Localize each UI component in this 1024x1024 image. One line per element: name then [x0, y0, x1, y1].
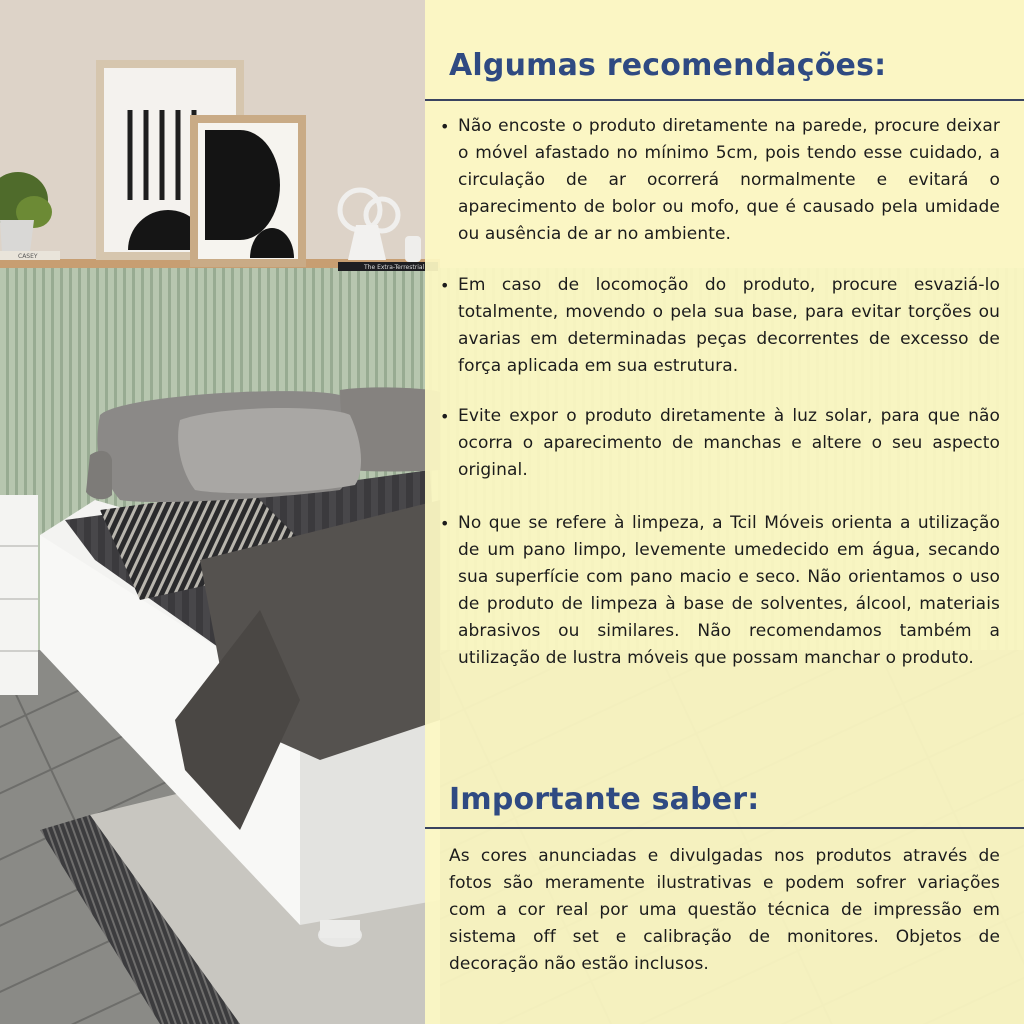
recommendations-title: Algumas recomendações:: [449, 48, 887, 83]
bullet-icon: •: [440, 276, 450, 295]
important-title: Importante saber:: [449, 782, 760, 817]
list-item-text: Em caso de locomoção do produto, procure esvaziá-lo totalmente, movendo o pela sua base, para evitar torções ou avarias em determinadas peças decorrentes de excesso de força aplicada em sua estrutura.: [458, 275, 1000, 376]
bullet-icon: •: [440, 117, 450, 136]
list-item: [440, 403, 1000, 484]
important-text: As cores anunciadas e divulgadas nos produtos através de fotos são meramente ilustrativas e podem sofrer variações com a cor real por uma questão técnica de impressão em sistema off set e calibração de monitores. Objetos de decoração não estão inclusos.: [449, 846, 1000, 974]
book-casey-label: CASEY: [18, 253, 38, 260]
list-item: [440, 113, 1000, 248]
pillow-front: [178, 408, 361, 493]
important-divider: [425, 827, 1024, 829]
list-item: [440, 272, 1000, 380]
list-item-text: No que se refere à limpeza, a Tcil Móveis orienta a utilização de um pano limpo, levemente umedecido em água, secando sua superfície com pano macio e seco. Não orientamos o uso de produto de limpeza à base de solventes, álcool, materiais abrasivos ou similares. Não recomendamos também a utilização de lustra móveis que possam manchar o produto.: [458, 513, 1000, 668]
list-item: [440, 510, 1000, 672]
bullet-icon: •: [440, 514, 450, 533]
list-item-text: Não encoste o produto diretamente na parede, procure deixar o móvel afastado no mínimo 5cm, pois tendo esse cuidado, a circulação de ar ocorrerá normalmente e evitará o aparecimento de bolor ou mofo, que é causado pela umidade ou ausência de ar no ambiente.: [458, 116, 1000, 244]
bullet-icon: •: [440, 407, 450, 426]
title-divider: [425, 99, 1024, 101]
list-item-text: Evite expor o produto diretamente à luz solar, para que não ocorra o aparecimento de manchas e altere o seu aspecto original.: [458, 406, 1000, 480]
nightstand: [0, 495, 38, 695]
framed-art-shapes: [190, 115, 306, 267]
recommendations-list: [440, 113, 1000, 672]
pillow-roll: [86, 451, 112, 499]
book-extra-terrestrial-label: The Extra-Terrestrial: [364, 264, 425, 271]
